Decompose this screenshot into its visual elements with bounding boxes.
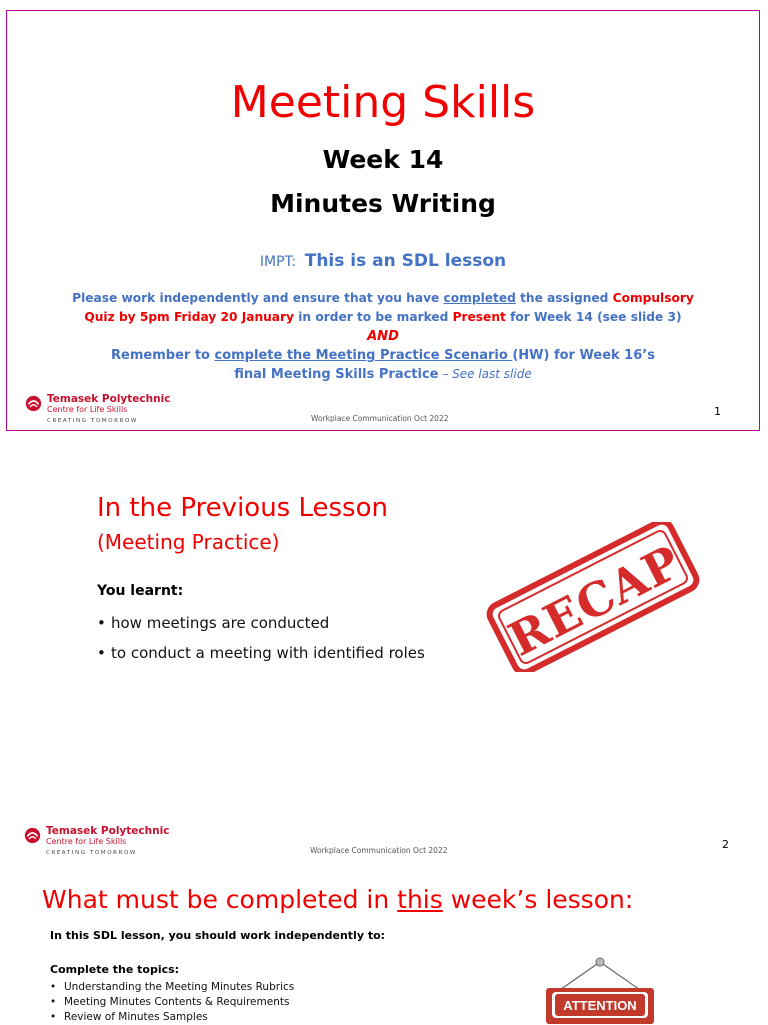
slide-3-intro: In this SDL lesson, you should work independently to: [50,929,386,942]
logo-line-2: Centre for Life Skills [46,837,127,846]
slide-1-footer: Workplace Communication Oct 2022 [311,414,449,423]
text-run: complete the Meeting Practice Scenario [214,348,513,363]
list-item: • how meetings are conducted [97,608,425,638]
temasek-logo-icon [24,827,41,844]
logo-line-1: Temasek Polytechnic [46,825,170,837]
impt-line [7,251,759,271]
text-run: Compulsory [612,291,694,305]
text-run: completed [443,291,516,305]
slide-1 [6,10,760,431]
logo-line-1: Temasek Polytechnic [47,393,171,405]
text-run: What must be completed in [42,885,398,914]
list-item: • Understanding the Meeting Minutes Rubrics [50,980,294,995]
slide-1-page-number: 1 [714,405,721,418]
text-run: Remember to [111,348,215,363]
slide-2-title: In the Previous Lesson [97,493,388,523]
text-run: the assigned [515,291,613,305]
learnt-label: You learnt: [97,583,184,599]
text-run: this [397,885,443,914]
text-run: Present [452,310,506,324]
slide-1-title: Meeting Skills [230,77,536,128]
recap-stamp [478,522,708,672]
temasek-logo [24,826,169,858]
sign-nail-icon [596,958,604,966]
text-run: Please work independently and ensure that you have [72,291,444,305]
impt-text: This is an SDL lesson [304,251,507,271]
instructions-line-1 [7,289,759,308]
slide-1-week: Week 14 [322,145,444,174]
slide-2-footer: Workplace Communication Oct 2022 [310,846,448,855]
logo-line-3: CREATING TOMORROW [46,850,137,856]
topics-list [50,980,294,1025]
text-run: in order to be marked [294,310,453,324]
text-run: (HW) for Week 16’s [512,348,655,363]
instructions-line-2 [7,308,759,327]
logo-line-3: CREATING TOMORROW [47,418,138,424]
list-item: • to conduct a meeting with identified roles [97,638,425,668]
complete-label: Complete the topics: [50,963,180,976]
temasek-logo-icon [25,395,42,412]
learnt-list [97,608,425,668]
instructions-paragraph [7,289,759,384]
instructions-line-4 [7,365,759,384]
impt-label: IMPT: [259,254,297,270]
slide-2-subtitle: (Meeting Practice) [97,530,280,554]
attention-text: ATTENTION [563,998,637,1013]
slide-2-page-number: 2 [722,838,729,851]
attention-sign [540,950,660,1024]
list-item: • Review of Minutes Samples [50,1010,294,1025]
instructions-and: AND [367,329,399,344]
logo-line-2: Centre for Life Skills [47,405,128,414]
text-run: final Meeting Skills Practice [234,367,439,382]
text-run: – See last slide [438,367,532,381]
text-run: week’s lesson: [442,885,634,914]
text-run: for Week 14 (see slide 3) [505,310,682,324]
text-run: Quiz by 5pm Friday 20 January [84,310,294,324]
temasek-logo [25,394,170,426]
list-item: • Meeting Minutes Contents & Requirements [50,995,294,1010]
recap-stamp-text: RECAP [500,534,690,667]
slide-1-topic: Minutes Writing [270,189,496,218]
instructions-line-3 [7,346,759,365]
slide-3-title [42,885,633,914]
